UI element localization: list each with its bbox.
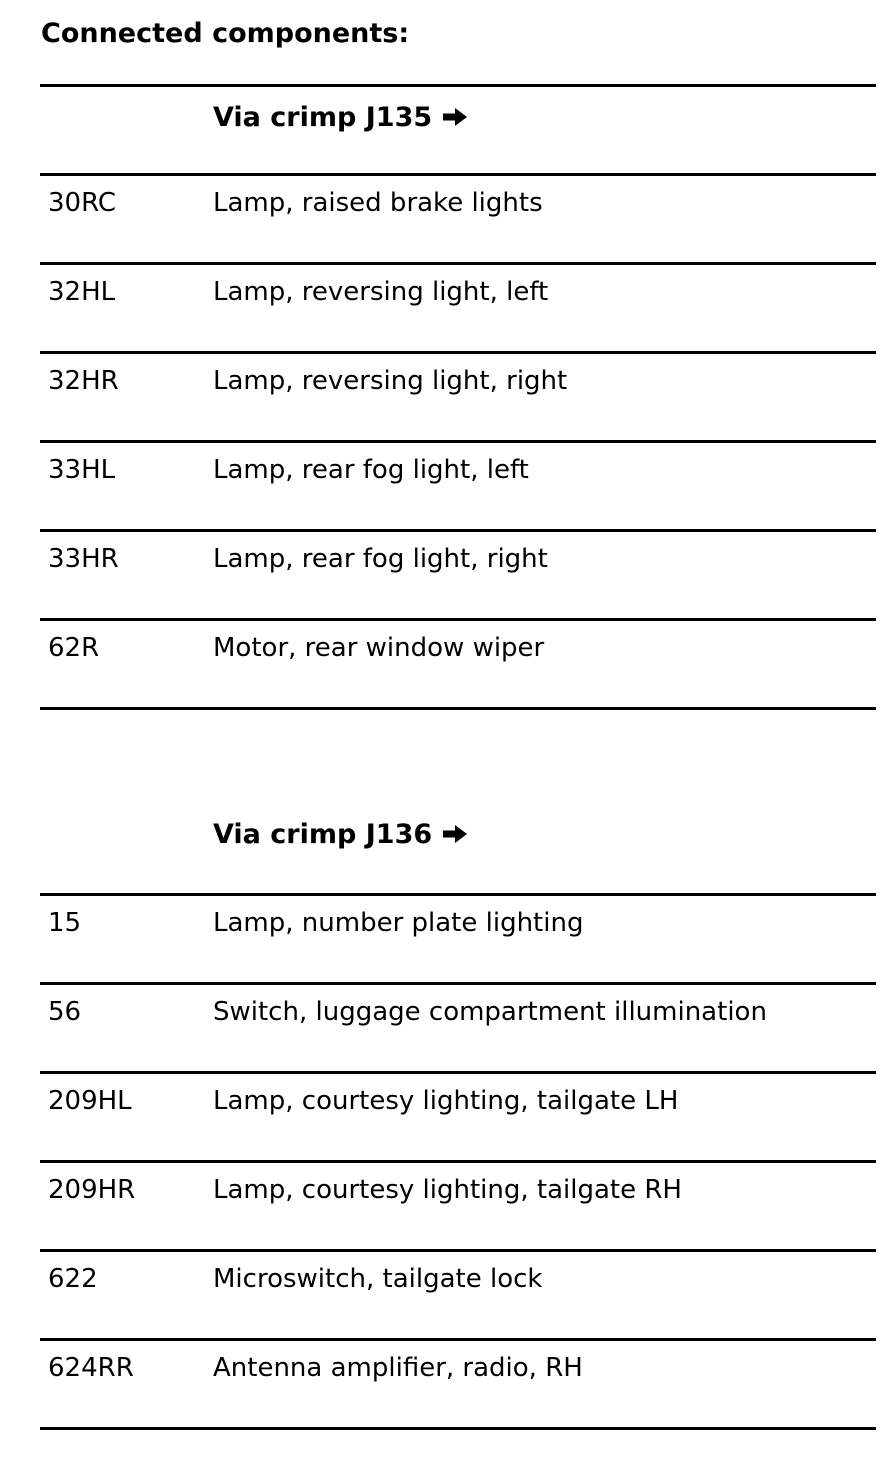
component-description: Switch, luggage compartment illumination <box>213 997 767 1027</box>
crimp-table-j136 <box>40 804 876 1430</box>
table-row <box>40 618 876 707</box>
component-description: Lamp, rear fog light, left <box>213 455 529 485</box>
component-code: 15 <box>48 908 82 938</box>
crimp-title: Via crimp J136 <box>213 818 468 853</box>
table-row <box>40 1071 876 1160</box>
table-row <box>40 173 876 262</box>
component-description: Antenna amplifier, radio, RH <box>213 1353 583 1383</box>
table-bottom-rule <box>40 707 876 710</box>
component-code: 33HR <box>48 544 119 574</box>
component-code: 30RC <box>48 188 117 218</box>
component-code: 209HL <box>48 1086 132 1116</box>
table-row <box>40 1160 876 1249</box>
table-row <box>40 351 876 440</box>
page-heading: Connected components: <box>41 18 410 49</box>
table-row <box>40 982 876 1071</box>
right-arrow-icon <box>442 819 468 853</box>
component-code: 62R <box>48 633 100 663</box>
table-title-row <box>40 804 876 893</box>
component-description: Lamp, courtesy lighting, tailgate RH <box>213 1175 682 1205</box>
crimp-title: Via crimp J135 <box>213 101 468 136</box>
table-row <box>40 1338 876 1427</box>
component-description: Motor, rear window wiper <box>213 633 545 663</box>
table-row <box>40 529 876 618</box>
component-code: 56 <box>48 997 82 1027</box>
component-code: 209HR <box>48 1175 136 1205</box>
table-row <box>40 1249 876 1338</box>
component-code: 32HR <box>48 366 119 396</box>
component-code: 33HL <box>48 455 116 485</box>
table-row <box>40 262 876 351</box>
table-row <box>40 440 876 529</box>
component-description: Lamp, raised brake lights <box>213 188 543 218</box>
component-code: 624RR <box>48 1353 134 1383</box>
crimp-table-j135 <box>40 84 876 710</box>
table-title-row <box>40 84 876 173</box>
component-description: Lamp, reversing light, right <box>213 366 568 396</box>
table-bottom-rule <box>40 1427 876 1430</box>
component-description: Lamp, rear fog light, right <box>213 544 548 574</box>
component-description: Lamp, courtesy lighting, tailgate LH <box>213 1086 679 1116</box>
right-arrow-icon <box>442 102 468 136</box>
component-description: Microswitch, tailgate lock <box>213 1264 543 1294</box>
component-description: Lamp, number plate lighting <box>213 908 584 938</box>
table-row <box>40 893 876 982</box>
component-code: 622 <box>48 1264 98 1294</box>
component-description: Lamp, reversing light, left <box>213 277 549 307</box>
component-code: 32HL <box>48 277 116 307</box>
